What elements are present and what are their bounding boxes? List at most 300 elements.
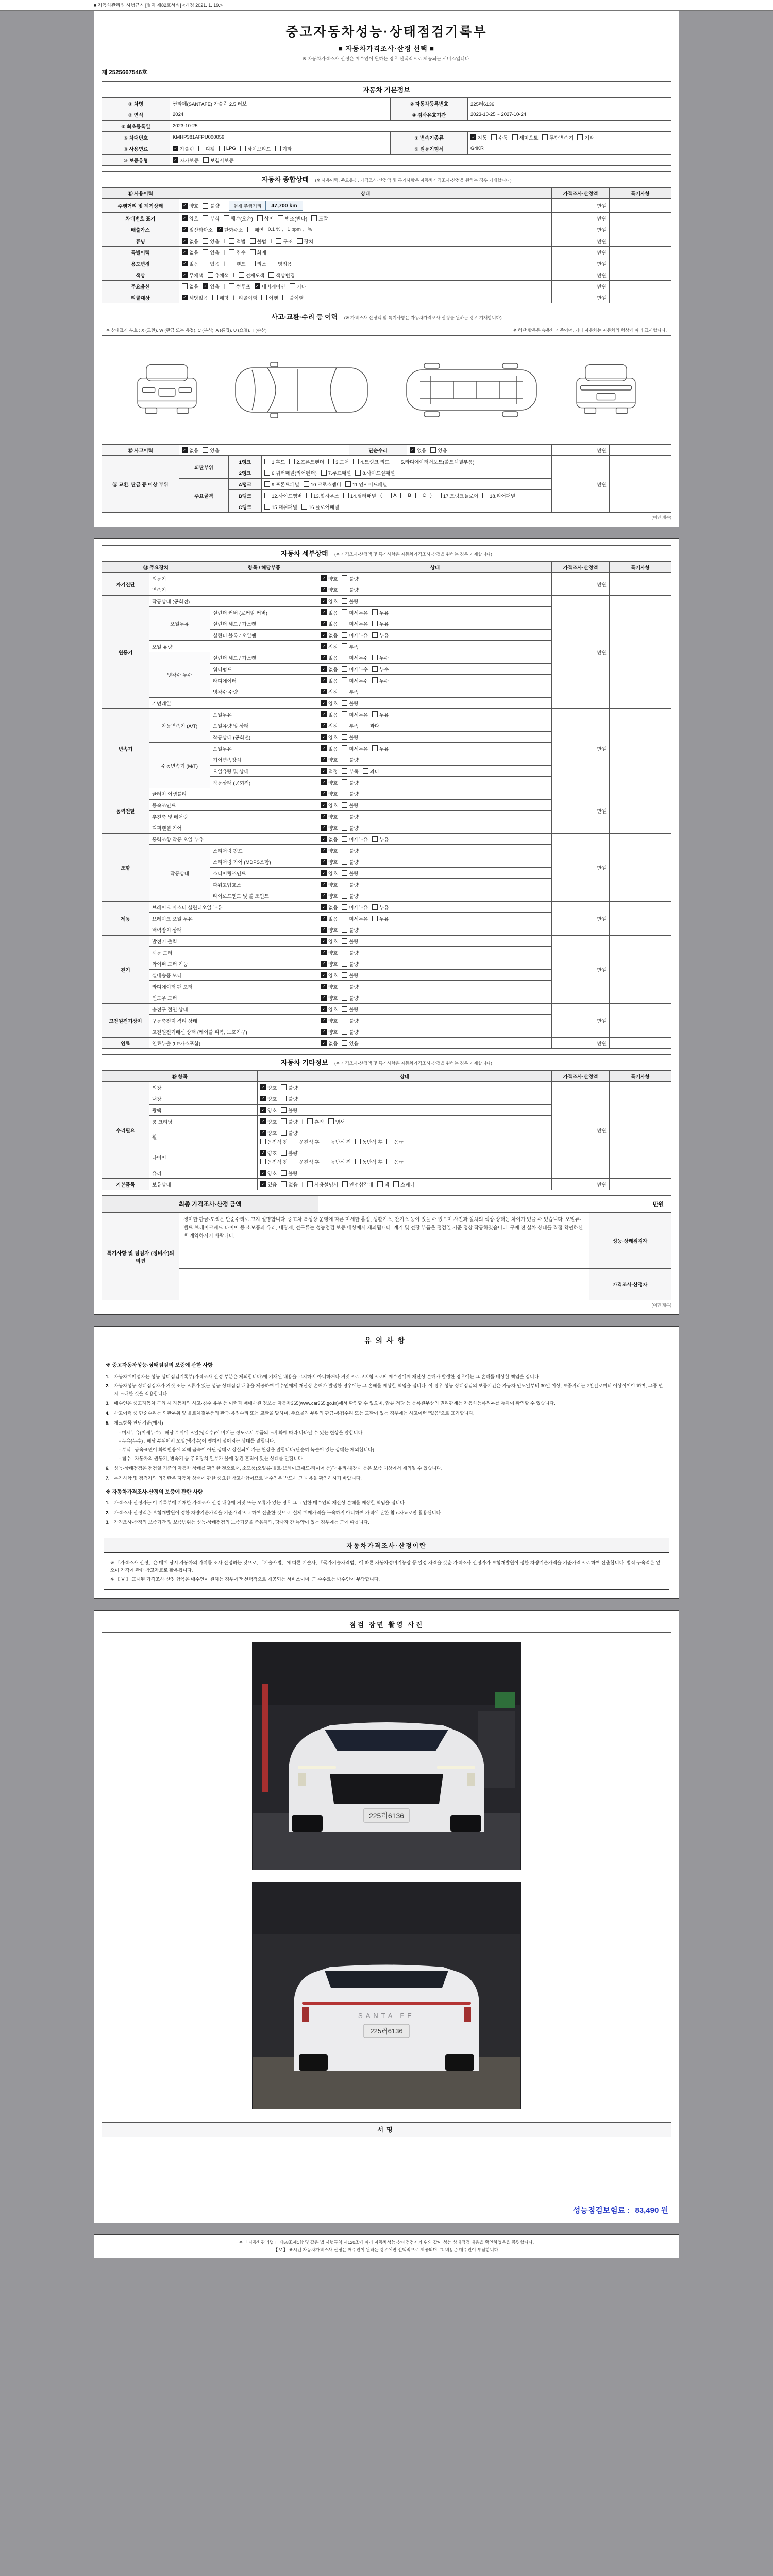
checkbox-checked [321,824,338,832]
options-line [321,711,549,718]
checkbox-icon [372,836,378,842]
checkbox-label: 미세누유 [349,610,368,616]
inline-label: | [233,272,234,278]
cell: 배출가스 [102,224,179,235]
checkbox-icon: ✓ [321,802,327,808]
mileage-box [229,201,303,211]
header-cell: 상태 [318,562,552,573]
checkbox-icon: ✓ [173,157,178,163]
checkbox-checked [321,768,338,775]
checkbox-icon [324,1139,329,1144]
checkbox-label: 동반석 후 [362,1139,383,1145]
checkbox-label: 미세누수 [349,678,368,684]
checkbox-icon [342,1006,347,1012]
cell [318,675,552,686]
checkbox-label: 양호 [328,939,338,945]
checkbox-checked [321,722,338,730]
overall-state-table [102,187,671,303]
notice-item-text: 가격조사·산정의 보증기간 및 보증범위는 성능·상태점검의 보증기준을 준용하되, 당사자 간 특약이 있는 경우에는 그에 따릅니다. [114,1519,369,1525]
cell [318,845,552,856]
table-body [102,188,671,303]
checkbox-icon [268,272,274,278]
cell: ⑦ 변속기종류 [391,132,468,143]
notice-subitem: - 부식 : 금속표면이 화학반응에 의해 금속이 아닌 상태로 상실되어 가는 현상을 말합니다(단순히 녹슬어 있는 상태는 제외합니다). [119,1447,376,1453]
options-line [173,145,388,152]
checkbox-label: 양호 [328,871,338,877]
checkbox-unchecked [512,134,539,141]
checkbox-icon: ✓ [260,1118,266,1124]
cell: 구동축전지 격리 상태 [149,1015,318,1026]
checkbox-label: 양호 [328,803,338,809]
checkbox-label: 동반석 전 [330,1159,351,1165]
cell: 기본품목 [102,1179,149,1190]
checkbox-unchecked [342,722,358,730]
checkbox-label: 장치 [304,239,314,245]
cell: 충전구 절연 상태 [149,1004,318,1015]
options-line [321,1017,549,1024]
checkbox-label: 불량 [349,587,359,594]
checkbox-unchecked [257,215,274,222]
cell: 냉각수 누수 [149,652,210,698]
cell: 라디에이터 [210,675,318,686]
checkbox-unchecked [342,858,358,866]
checkbox-icon [415,493,421,498]
options-line [264,469,549,477]
checkbox-icon: ✓ [182,249,188,255]
checkbox-unchecked [342,768,358,775]
options-line [321,1006,549,1013]
checkbox-checked [321,586,338,594]
cell [262,479,552,490]
checkbox-label: 탄화수소 [224,227,243,233]
checkbox-icon: ✓ [321,904,327,910]
checkbox-icon [400,493,406,498]
cell [318,868,552,879]
checkbox-label: C [422,493,426,498]
checkbox-unchecked [342,870,358,877]
checkbox-icon [342,1181,348,1187]
checkbox-unchecked [342,575,358,582]
checkbox-label: 양호 [328,973,338,979]
checkbox-icon [342,689,347,694]
options-line [260,1084,549,1091]
checkbox-icon [250,238,256,244]
checkbox-unchecked [342,949,358,956]
checkbox-unchecked [342,756,358,764]
checkbox-unchecked [342,688,358,696]
checkbox-label: 누수 [379,655,389,662]
notice-item-number: 7. [106,1475,110,1481]
checkbox-unchecked [415,493,426,498]
checkbox-icon [342,802,347,808]
checkbox-label: 일산화탄소 [189,227,213,233]
options-line [321,824,549,832]
checkbox-unchecked [324,1138,351,1145]
cell: 주요옵션 [102,281,179,292]
checkbox-checked [182,272,204,279]
checkbox-icon [342,825,347,831]
checkbox-label: 양호 [328,791,338,798]
form-reference [0,0,773,11]
cell: 등속조인트 [149,800,318,811]
table-body [102,98,671,166]
checkbox-label: 해당 [219,295,229,301]
checkbox-checked [260,1149,277,1157]
notice-subitem: - 미세누유(미세누수) : 해당 부위에 오일(냉각수)이 비치는 정도로서 부품의 노후화에 따라 나타날 수 있는 현상을 말합니다. [119,1430,364,1435]
options-line [260,1095,549,1103]
checkbox-unchecked [372,620,389,628]
cell [610,445,671,456]
notices-title: 유의사항 [102,1332,671,1349]
mileage-box-value: 47,700 km [271,202,297,209]
cell: 성능·상태점검자 [589,1213,671,1269]
cell [407,445,552,456]
cell: 특별이력 [102,247,179,258]
checkbox-icon [577,134,583,140]
checkbox-label: 양호 [328,893,338,900]
checkbox-icon: ✓ [321,1029,327,1035]
checkbox-label: 미세누유 [349,712,368,718]
checkbox-icon: ✓ [182,272,188,278]
checkbox-unchecked [240,145,271,152]
cell [318,584,552,596]
checkbox-label: 불량 [349,780,359,786]
checkbox-icon [342,814,347,819]
checkbox-icon [436,493,442,498]
checkbox-checked [321,892,338,900]
checkbox-label: 매연 [254,227,264,233]
checkbox-icon [203,249,208,255]
checkbox-label: 양호 [328,961,338,968]
checkbox-label: 3.도어 [335,459,349,465]
checkbox-label: 불량 [288,1130,298,1137]
checkbox-label: 없음 [189,239,199,245]
checkbox-unchecked [372,745,389,752]
checkbox-icon [355,1139,361,1144]
options-line [321,1040,549,1047]
checkbox-icon [281,1107,287,1113]
checkbox-label: 이행 [268,295,278,301]
checkbox-label: B [408,493,411,498]
checkbox-unchecked [386,493,396,498]
checkbox-icon: ✓ [321,643,327,649]
checkbox-label: 불량 [349,848,359,854]
cell [318,607,552,618]
cell [610,213,671,224]
checkbox-label: 유채색 [214,273,229,279]
insurance-fee [573,2205,668,2215]
checkbox-label: 17.트렁크플로어 [443,493,479,499]
checkbox-checked [173,157,199,164]
table-row [102,121,671,132]
checkbox-label: 누유 [379,916,389,922]
checkbox-checked [321,677,338,684]
cell: 유리 [149,1167,258,1179]
options-line [182,294,549,301]
checkbox-unchecked [342,1028,358,1036]
checkbox-checked [321,960,338,968]
checkbox-icon [264,470,270,476]
checkbox-unchecked [400,493,411,498]
table-body [102,562,671,1049]
checkbox-label: 양호 [328,825,338,832]
cell: 스티어링조인트 [210,868,318,879]
section-head-basic [102,81,671,98]
cell: 동력전달 [102,788,149,834]
checkbox-unchecked [203,215,219,222]
checkbox-icon [307,1118,313,1124]
options-line [321,983,549,990]
section-note-overall: (※ 사용이력, 주요옵션, 가격조사·산정액 및 특기사항은 자동차가격조사·산정을 원하는 경우 기재합니다) [315,178,512,183]
checkbox-unchecked [219,146,236,151]
checkbox-label: 양호 [267,1171,277,1177]
accident-history-table [102,444,671,456]
checkbox-icon: ✓ [182,227,188,232]
checkbox-label: 12.사이드멤버 [272,493,303,499]
checkbox-unchecked [363,722,379,730]
table-row [102,235,671,247]
cell: 고전원전기장치 [102,1004,149,1038]
checkbox-unchecked [355,1138,382,1145]
checkbox-icon [229,261,234,266]
checkbox-checked [321,654,338,662]
table-row [102,834,671,845]
checkbox-label: 14.필러패널 [350,493,376,499]
checkbox-unchecked [281,1129,297,1137]
inline-label: 리콜이행 [238,295,258,301]
car-underbody-frame [407,363,536,417]
misc-info-table [102,1070,671,1190]
cell [610,456,671,513]
checkbox-checked [321,881,338,888]
checkbox-icon [328,459,334,464]
header-cell: ⑭ 주요장치 [102,562,210,573]
checkbox-label: 미세누유 [349,837,368,843]
checkbox-checked [182,294,208,301]
checkbox-label: A [393,493,397,498]
cell: 연료 [102,1038,149,1049]
options-line [321,643,549,650]
checkbox-icon [342,711,347,717]
cell [610,936,671,1004]
options-line [264,503,549,511]
checkbox-icon [386,1139,392,1144]
options-line [321,756,549,764]
section-title-accident: 사고·교환·수리 등 이력 [271,313,338,321]
options-line [260,1149,549,1157]
cell [318,1038,552,1049]
checkbox-label: 응급 [394,1139,404,1145]
checkbox-unchecked [311,215,328,222]
checkbox-unchecked [372,677,389,684]
table-row [102,1213,671,1269]
checkbox-label: 양호 [267,1085,277,1091]
license-plate-text: 225러6136 [368,1811,405,1820]
accident-legend [102,325,671,336]
checkbox-checked [321,904,338,911]
checkbox-icon [342,757,347,762]
checkbox-label: 스패너 [400,1182,415,1188]
checkbox-icon: ✓ [321,745,327,751]
checkbox-icon: ✓ [321,859,327,865]
cell: 브레이크 오일 누유 [149,913,318,924]
notice-item [106,1509,667,1517]
cell: 만원 [552,1179,610,1190]
cell: 작동상태 (공회전) [210,777,318,788]
options-line [321,1028,549,1036]
cell: 오일유량 및 상태 [210,720,318,732]
options-line [321,915,549,922]
cell [318,913,552,924]
cell: 만원 [552,596,610,709]
checkbox-icon [264,459,270,464]
checkbox-checked [321,598,338,605]
checkbox-unchecked [282,294,304,301]
cell [318,856,552,868]
notice-item-text: 자동차매매업자는 성능·상태점검기록부(가격조사·산정 부분은 제외합니다)에 기재된 내용을 고지하지 아니하거나 거짓으로 고지함으로써 매수인에게 재산상 손해가 발생한 경우에는 그 손해를 배상할 책임을 집니다. [114,1374,541,1379]
checkbox-checked [321,575,338,582]
checkbox-icon: ✓ [321,882,327,887]
fee-line [102,2198,671,2216]
car-rear-outline [577,365,635,414]
checkbox-label: 불량 [349,882,359,888]
cell [610,247,671,258]
checkbox-icon [430,447,436,453]
checkbox-icon [182,283,188,289]
table-body [102,445,671,456]
table-row [102,199,671,213]
options-line [182,249,549,256]
checkbox-unchecked [372,711,389,718]
checkbox-label: 누유 [379,746,389,752]
checkbox-unchecked [342,915,368,922]
checkbox-checked [321,745,338,752]
checkbox-label: 없음 [328,916,338,922]
options-line [321,858,549,866]
checkbox-icon [345,481,351,487]
options-line [321,677,549,684]
header-cell: 특기사항 [610,1071,671,1082]
form-subnote: ※ 자동차가격조사·산정은 매수인이 원하는 경우 선택적으로 제공되는 서비스입니다. [302,56,471,61]
cell [318,743,552,754]
cell [610,1179,671,1190]
notice-item [106,1382,667,1398]
checkbox-icon [212,295,218,300]
options-line [321,813,549,820]
notice-item [106,1475,667,1482]
inline-label: 1 ppm , [287,227,304,232]
checkbox-icon [261,295,267,300]
cell: 커먼레일 [149,698,318,709]
checkbox-unchecked [342,790,358,798]
inline-label: | [223,249,225,255]
cell: 변속기 [102,709,149,788]
checkbox-icon [355,1159,361,1164]
checkbox-checked [321,1040,338,1047]
checkbox-label: 18.리어패널 [490,493,516,499]
inline-label: | [270,238,272,244]
cell: 윈도우 모터 [149,992,318,1004]
checkbox-icon [342,984,347,989]
checkbox-unchecked [229,283,250,290]
car-diagram-underbody [399,349,544,431]
checkbox-checked [321,790,338,798]
checkbox-icon [276,238,281,244]
cell [179,235,552,247]
notice-item-number: 1. [106,1374,110,1379]
checkbox-label: 불량 [349,939,359,945]
checkbox-label: 도말 [318,216,328,222]
checkbox-unchecked [229,238,245,245]
cell: 원동기 [149,573,318,584]
license-plate-text: 225러6136 [370,2027,403,2036]
checkbox-icon: ✓ [321,655,327,660]
checkbox-icon: ✓ [321,666,327,672]
cell [170,155,671,166]
checkbox-unchecked [342,892,358,900]
checkbox-icon [386,1159,392,1164]
checkbox-icon: ✓ [321,825,327,831]
checkbox-label: 불량 [349,576,359,582]
cell: ⑥ 차대번호 [102,132,170,143]
checkbox-icon [275,146,281,151]
options-line [321,688,549,696]
checkbox-label: 불량 [349,1018,359,1024]
cell: 시동 모터 [149,947,318,958]
car-rear [294,1965,479,2071]
table-row [102,213,671,224]
checkbox-checked [321,643,338,650]
options-line [321,847,549,854]
checkbox-unchecked [342,677,368,684]
checkbox-icon [203,203,208,209]
inline-label: ) [430,493,432,498]
cell [170,143,391,155]
checkbox-unchecked [342,847,358,854]
checkbox-label: 없음 [328,678,338,684]
continuation-note: (이면 계속) [651,515,671,520]
checkbox-label: 기타 [584,135,594,141]
checkbox-label: 불량 [349,599,359,605]
cell [262,501,552,513]
checkbox-unchecked [577,134,594,141]
checkbox-icon: ✓ [321,927,327,933]
checkbox-unchecked [342,972,358,979]
checkbox-unchecked [343,492,376,499]
checkbox-label: 안전삼각대 [349,1182,373,1188]
checkbox-label: 침수 [236,250,246,256]
checkbox-unchecked [372,666,389,673]
checkbox-label: 영업용 [277,261,292,267]
cell: 발전기 출력 [149,936,318,947]
table-row [102,1269,671,1300]
checkbox-icon [342,1040,347,1046]
cell: 기어변속장치 [210,754,318,766]
table-row [102,902,671,913]
cell [318,618,552,630]
checkbox-icon [311,215,317,221]
checkbox-icon [342,859,347,865]
checkbox-icon [203,157,209,163]
checkbox-label: 누수 [379,667,389,673]
cell: 작동상태 (공회전) [210,732,318,743]
checkbox-icon: ✓ [321,848,327,853]
table-row [102,1179,671,1190]
cell: 자동변속기 (A/T) [149,709,210,743]
checkbox-icon: ✓ [260,1107,266,1113]
checkbox-icon: ✓ [321,757,327,762]
checkbox-unchecked [250,260,266,267]
